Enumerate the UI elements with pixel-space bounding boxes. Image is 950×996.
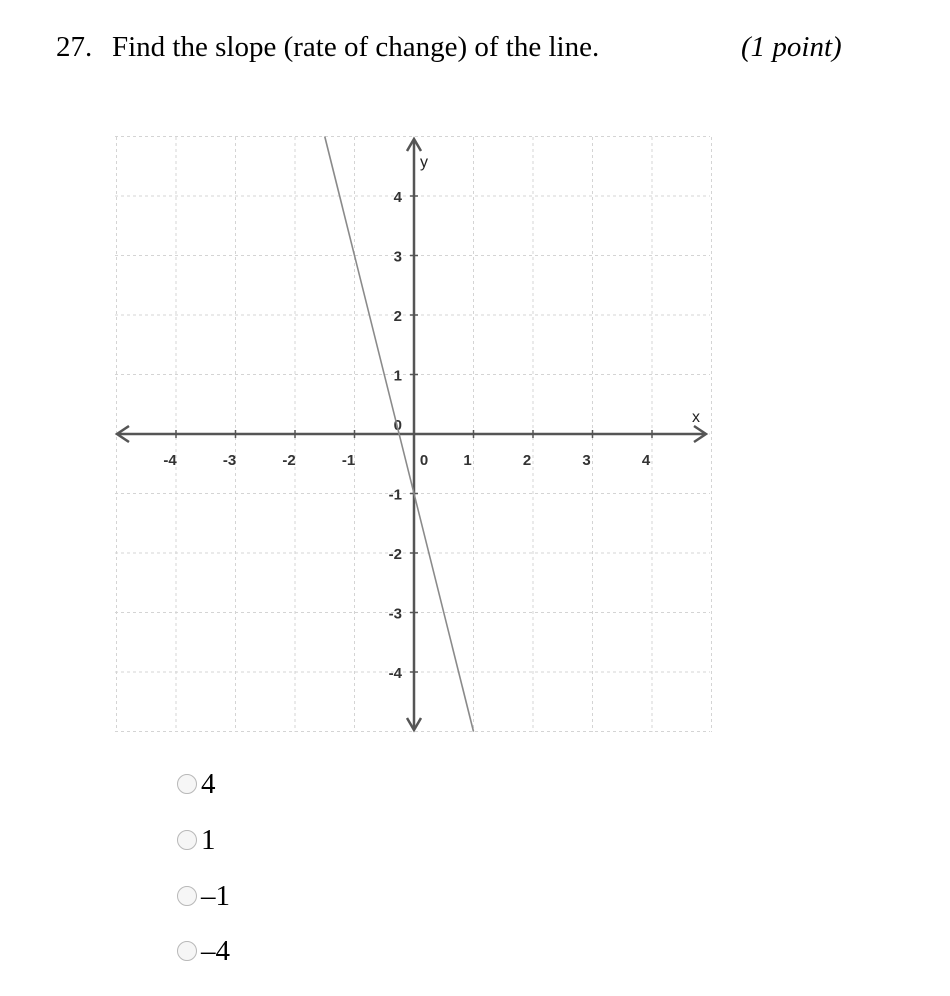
x-tick-label: 4 — [641, 452, 651, 469]
answer-choice[interactable] — [177, 825, 216, 855]
y-tick-label: 1 — [393, 367, 402, 385]
y-tick-label: 2 — [393, 308, 402, 325]
answer-choice[interactable] — [177, 936, 230, 966]
question-text: Find the slope (rate of change) of the line. — [112, 31, 600, 63]
answer-choice-label: 4 — [201, 768, 216, 800]
y-tick-label: -1 — [388, 486, 402, 504]
radio-button[interactable] — [177, 830, 197, 850]
x-tick-label: -2 — [282, 452, 296, 469]
x-tick-label: 0 — [419, 452, 429, 469]
y-tick-label: 0 — [393, 417, 402, 434]
y-tick-label: -4 — [388, 665, 402, 682]
y-axis-label: y — [420, 154, 428, 171]
x-tick-label: 2 — [522, 452, 532, 469]
answer-choice-label: 1 — [201, 824, 216, 856]
x-tick-label: 1 — [463, 452, 472, 469]
y-tick-label: 4 — [393, 189, 402, 206]
question-number: 27. — [56, 31, 93, 63]
answer-choice[interactable] — [177, 881, 230, 911]
answer-choice-label: –1 — [201, 880, 230, 912]
x-tick-label: -1 — [341, 452, 356, 469]
radio-button[interactable] — [177, 941, 197, 961]
radio-button[interactable] — [177, 886, 197, 906]
radio-button[interactable] — [177, 774, 197, 794]
x-axis-label: x — [692, 409, 700, 426]
x-tick-label: 3 — [582, 452, 591, 469]
answer-choice-label: –4 — [201, 935, 230, 967]
answer-choice[interactable] — [177, 769, 216, 799]
x-tick-label: -3 — [222, 452, 237, 469]
y-tick-label: 3 — [393, 248, 402, 266]
y-tick-label: -2 — [388, 546, 402, 563]
question-points: (1 point) — [741, 31, 842, 63]
x-tick-label: -4 — [163, 452, 177, 469]
y-tick-label: -3 — [388, 605, 402, 623]
